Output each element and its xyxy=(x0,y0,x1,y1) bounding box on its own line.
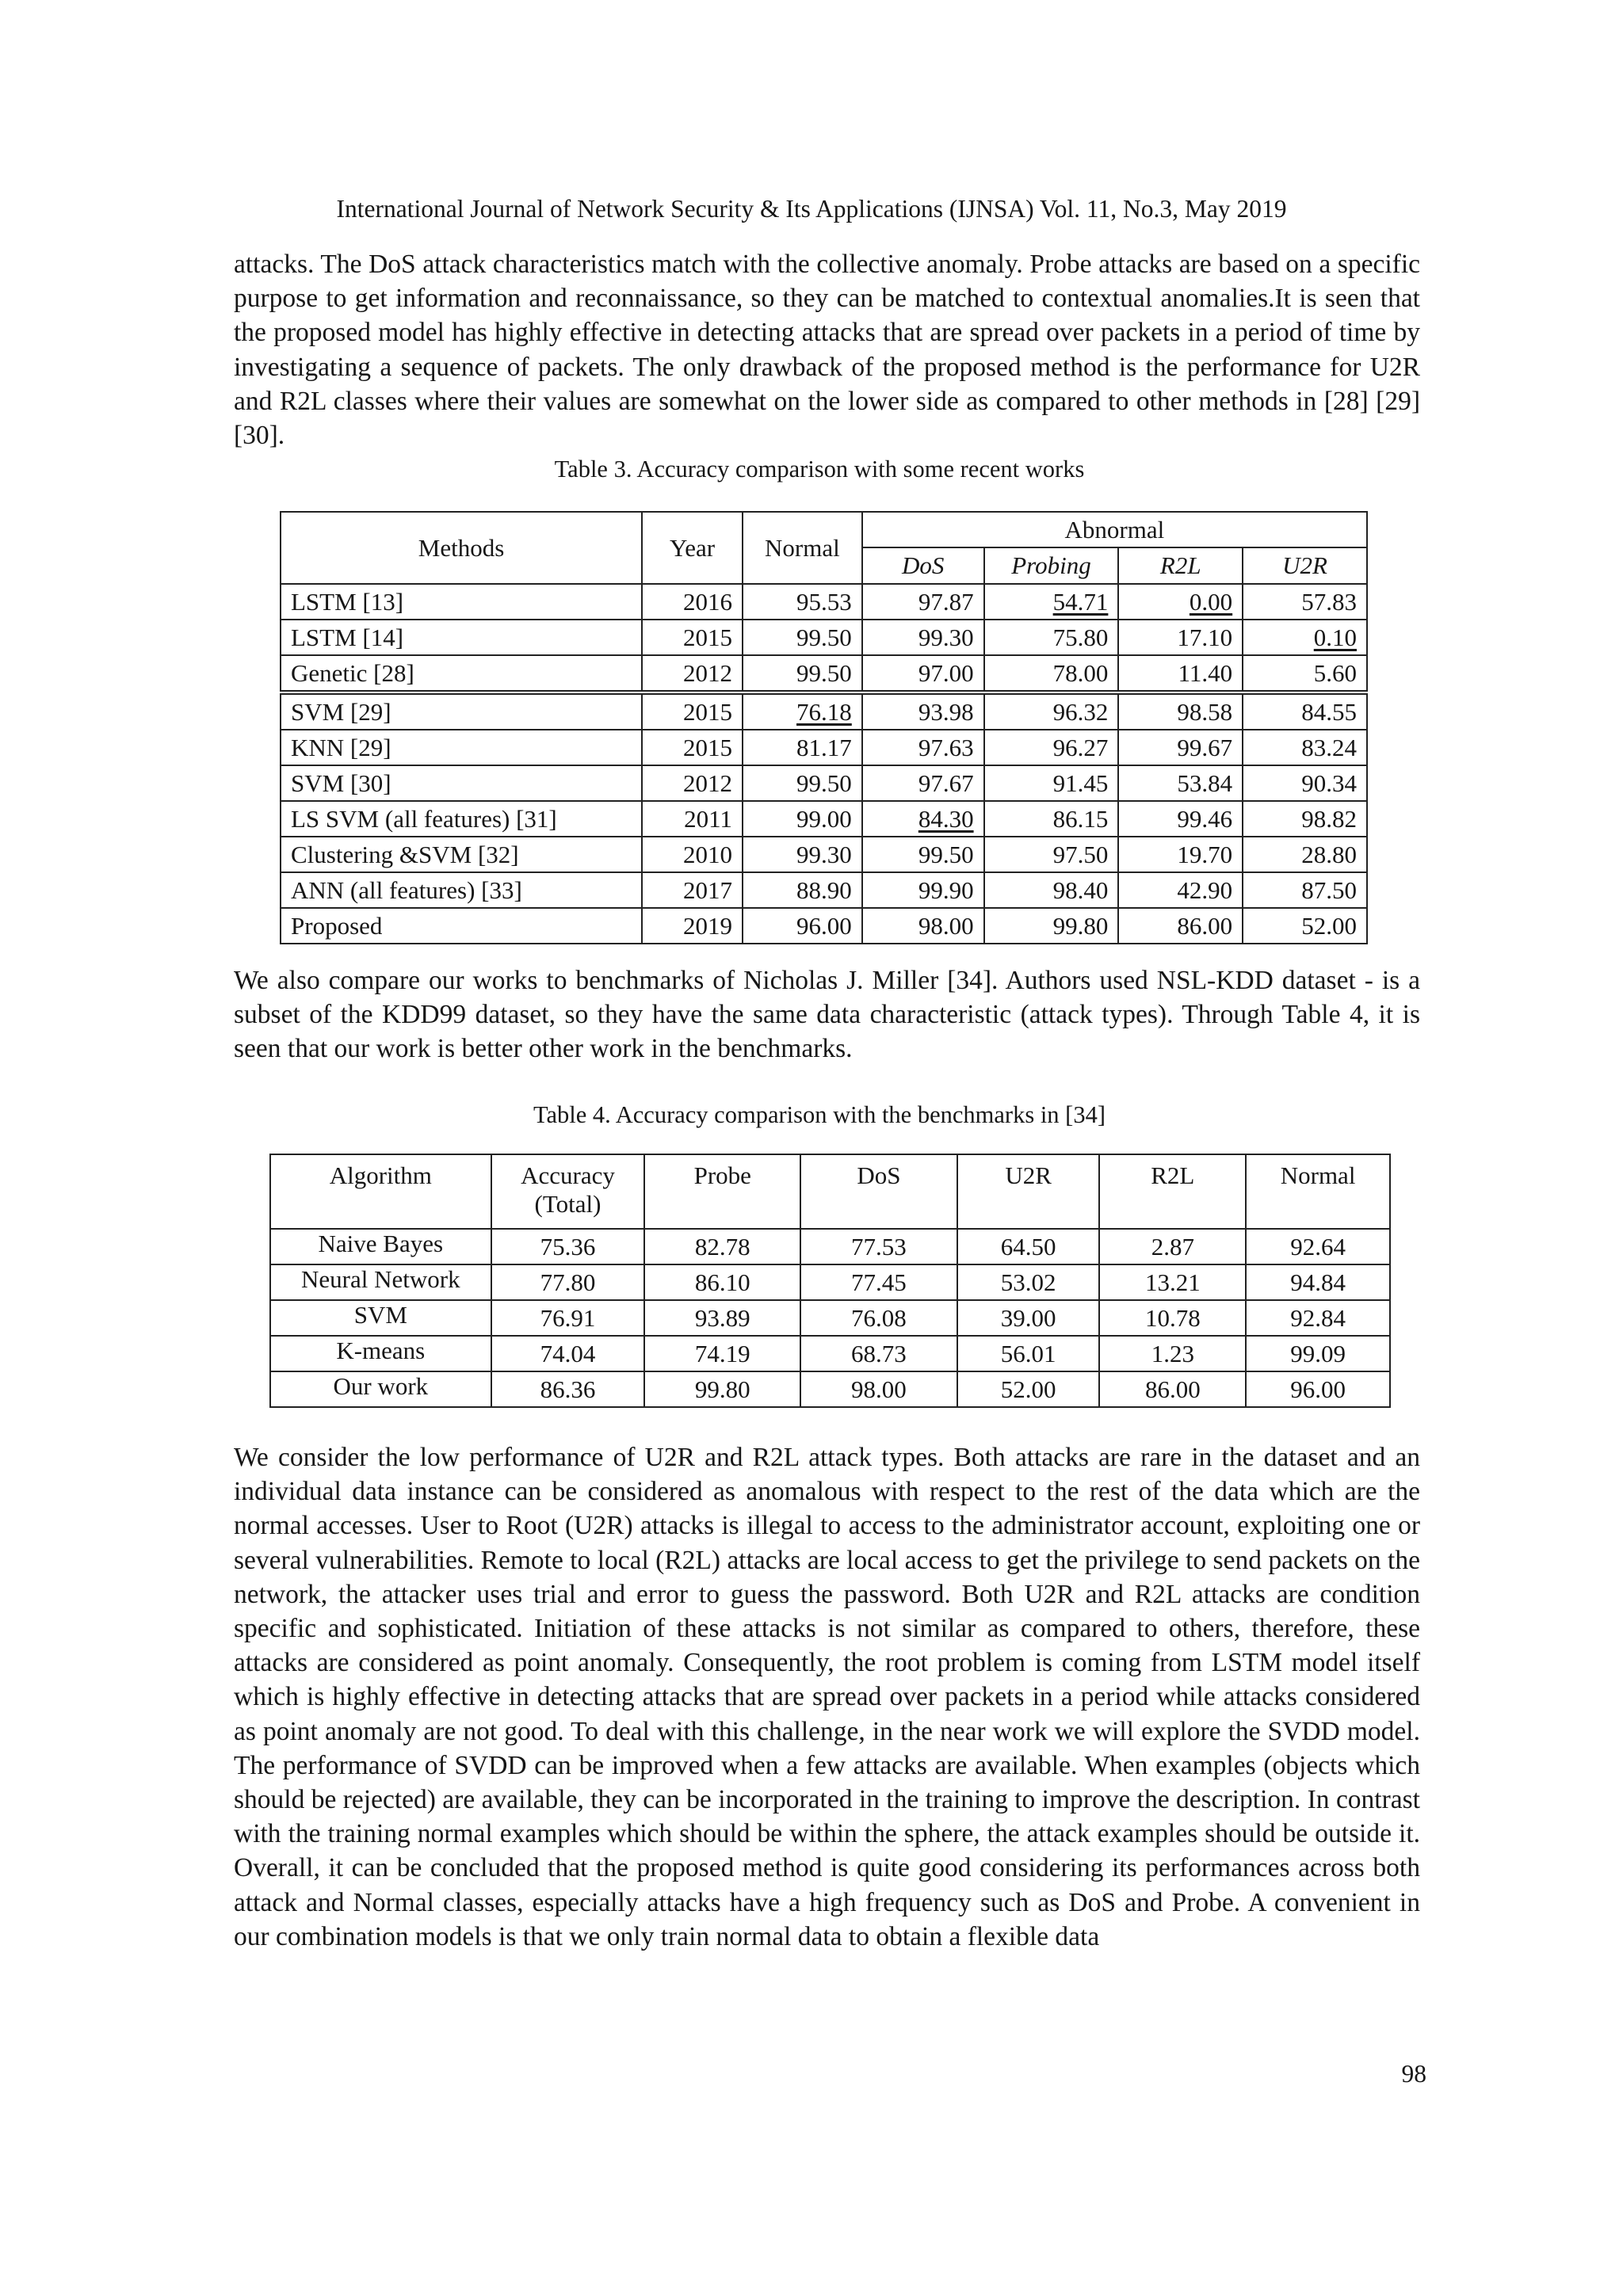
table-row xyxy=(270,1371,1390,1407)
table-cell: ANN (all features) [33] xyxy=(281,872,642,908)
table-cell: 99.67 xyxy=(1118,730,1243,765)
col-header-dos: DoS xyxy=(862,547,984,584)
table-cell: 64.50 xyxy=(957,1229,1100,1264)
table-cell: 82.78 xyxy=(644,1229,800,1264)
table-cell: KNN [29] xyxy=(281,730,642,765)
paragraph-2: We also compare our works to benchmarks of Nicholas J. Miller [34]. Authors used NSL-KDD dataset - is a subset of the KDD99 dataset, so they have the same data characteristic (attack types). Through Table 4, it is seen that our work is better other work in the benchmarks. xyxy=(234,966,1420,1064)
table-cell: 1.23 xyxy=(1099,1336,1246,1371)
table-4-caption: Table 4. Accuracy comparison with the benchmarks in [34] xyxy=(533,1101,1106,1128)
table-cell: 86.10 xyxy=(644,1264,800,1300)
underlined-value: 76.18 xyxy=(796,697,852,726)
table-cell: 77.45 xyxy=(800,1264,957,1300)
table-cell: 98.82 xyxy=(1243,801,1367,837)
table-cell: 83.24 xyxy=(1243,730,1367,765)
col-header-u2r: U2R xyxy=(957,1154,1100,1229)
table-cell: SVM [29] xyxy=(281,692,642,730)
table-cell: 99.00 xyxy=(743,801,862,837)
table-cell: 75.80 xyxy=(984,620,1119,655)
table-cell: 11.40 xyxy=(1118,655,1243,692)
table-cell: 99.80 xyxy=(984,908,1119,944)
table-cell: 98.00 xyxy=(862,908,984,944)
col-header-accuracy xyxy=(491,1154,645,1229)
table-3-caption: Table 3. Accuracy comparison with some recent works xyxy=(554,456,1085,482)
table-cell: 93.89 xyxy=(644,1300,800,1336)
table-row xyxy=(281,765,1367,801)
table-cell: 76.08 xyxy=(800,1300,957,1336)
table-cell: 56.01 xyxy=(957,1336,1100,1371)
table-cell: Neural Network xyxy=(270,1264,491,1300)
table-cell: 97.87 xyxy=(862,584,984,620)
table-cell: 39.00 xyxy=(957,1300,1100,1336)
table-cell: 92.64 xyxy=(1246,1229,1390,1264)
table-cell xyxy=(1118,584,1243,620)
table-cell: 99.50 xyxy=(743,655,862,692)
col-header-probing: Probing xyxy=(984,547,1119,584)
table-cell: 86.00 xyxy=(1099,1371,1246,1407)
table-cell: 97.63 xyxy=(862,730,984,765)
table-cell: Clustering &SVM [32] xyxy=(281,837,642,872)
table-row xyxy=(281,730,1367,765)
table-row xyxy=(270,1264,1390,1300)
table-row xyxy=(281,872,1367,908)
table-cell: Naive Bayes xyxy=(270,1229,491,1264)
table-row xyxy=(270,1229,1390,1264)
underlined-value: 54.71 xyxy=(1052,587,1109,616)
table-cell xyxy=(984,584,1119,620)
table-row xyxy=(281,655,1367,692)
table-cell: 91.45 xyxy=(984,765,1119,801)
table-cell: 98.58 xyxy=(1118,692,1243,730)
table-row xyxy=(270,1336,1390,1371)
table-cell: 2017 xyxy=(642,872,743,908)
table-cell: 74.04 xyxy=(491,1336,645,1371)
underlined-value: 0.10 xyxy=(1313,623,1357,651)
col-header-r2l: R2L xyxy=(1099,1154,1246,1229)
table-cell: 10.78 xyxy=(1099,1300,1246,1336)
table-cell: 97.00 xyxy=(862,655,984,692)
table-cell: 53.84 xyxy=(1118,765,1243,801)
table-cell: 78.00 xyxy=(984,655,1119,692)
table-cell: 99.80 xyxy=(644,1371,800,1407)
table-cell: 99.50 xyxy=(862,837,984,872)
table-cell: 94.84 xyxy=(1246,1264,1390,1300)
table-cell: 86.15 xyxy=(984,801,1119,837)
table-cell: 13.21 xyxy=(1099,1264,1246,1300)
table-cell: 96.32 xyxy=(984,692,1119,730)
table-cell xyxy=(743,692,862,730)
table-row xyxy=(281,801,1367,837)
table-cell: 96.27 xyxy=(984,730,1119,765)
col-header-r2l: R2L xyxy=(1118,547,1243,584)
table-row xyxy=(270,1300,1390,1336)
table-cell: 2019 xyxy=(642,908,743,944)
table-cell: 99.30 xyxy=(862,620,984,655)
table-4 xyxy=(269,1154,1391,1408)
table-cell: 88.90 xyxy=(743,872,862,908)
col-header-abnormal: Abnormal xyxy=(862,512,1367,547)
table-cell: 98.40 xyxy=(984,872,1119,908)
table-cell xyxy=(1243,620,1367,655)
table-cell: 53.02 xyxy=(957,1264,1100,1300)
col-header-algorithm: Algorithm xyxy=(270,1154,491,1229)
table-cell: LS SVM (all features) [31] xyxy=(281,801,642,837)
table-row xyxy=(281,620,1367,655)
table-cell: 84.55 xyxy=(1243,692,1367,730)
table-cell: 99.50 xyxy=(743,765,862,801)
table-cell: 76.91 xyxy=(491,1300,645,1336)
table-cell: 95.53 xyxy=(743,584,862,620)
table-cell: 2012 xyxy=(642,765,743,801)
table-cell: 42.90 xyxy=(1118,872,1243,908)
table-cell: 92.84 xyxy=(1246,1300,1390,1336)
table-cell: 2015 xyxy=(642,620,743,655)
table-cell: 17.10 xyxy=(1118,620,1243,655)
table-cell xyxy=(862,801,984,837)
col-header-normal: Normal xyxy=(1246,1154,1390,1229)
table-cell: 86.00 xyxy=(1118,908,1243,944)
table-row xyxy=(281,837,1367,872)
col-header-year: Year xyxy=(642,512,743,584)
table-cell: 77.53 xyxy=(800,1229,957,1264)
table-cell: Genetic [28] xyxy=(281,655,642,692)
table-cell: 86.36 xyxy=(491,1371,645,1407)
paragraph-1: attacks. The DoS attack characteristics match with the collective anomaly. Probe attacks are based on a specific purpose to get information and reconnaissance, so they can be matched to contextual anomalies.It is seen that the proposed model has highly effective in detecting attacks that are spread over packets in a period of time by investigating a sequence of packets. The only drawback of the proposed method is the performance for U2R and R2L classes where their values are somewhat on the lower side as compared to other methods in [28] [29] [30]. xyxy=(234,250,1420,451)
table-cell: 99.30 xyxy=(743,837,862,872)
table-cell: 52.00 xyxy=(957,1371,1100,1407)
table-cell: 52.00 xyxy=(1243,908,1367,944)
table-cell: 2015 xyxy=(642,730,743,765)
table-cell: 2015 xyxy=(642,692,743,730)
table-cell: 68.73 xyxy=(800,1336,957,1371)
underlined-value: 0.00 xyxy=(1189,587,1233,616)
table-cell: 99.46 xyxy=(1118,801,1243,837)
table-cell: 96.00 xyxy=(743,908,862,944)
table-cell: 57.83 xyxy=(1243,584,1367,620)
table-cell: 97.50 xyxy=(984,837,1119,872)
table-cell: LSTM [13] xyxy=(281,584,642,620)
table-cell: 2.87 xyxy=(1099,1229,1246,1264)
table-cell: Proposed xyxy=(281,908,642,944)
underlined-value: 84.30 xyxy=(918,804,974,833)
accuracy-label: Accuracy xyxy=(521,1161,615,1189)
page-number: 98 xyxy=(1401,2060,1426,2088)
table-cell: 99.50 xyxy=(743,620,862,655)
table-3 xyxy=(280,511,1368,944)
col-header-methods: Methods xyxy=(281,512,642,584)
table-cell: 2016 xyxy=(642,584,743,620)
table-cell: 19.70 xyxy=(1118,837,1243,872)
table-cell: 93.98 xyxy=(862,692,984,730)
table-cell: 5.60 xyxy=(1243,655,1367,692)
table-cell: 99.90 xyxy=(862,872,984,908)
table-cell: 96.00 xyxy=(1246,1371,1390,1407)
running-header: International Journal of Network Security & Its Applications (IJNSA) Vol. 11, No.3, May 2019 xyxy=(336,195,1287,223)
table-cell: SVM [30] xyxy=(281,765,642,801)
table-cell: SVM xyxy=(270,1300,491,1336)
col-header-dos: DoS xyxy=(800,1154,957,1229)
table-cell: 2011 xyxy=(642,801,743,837)
table-row xyxy=(281,692,1367,730)
table-row xyxy=(281,584,1367,620)
col-header-u2r: U2R xyxy=(1243,547,1367,584)
accuracy-total-label: (Total) xyxy=(534,1190,601,1218)
table-cell: 2010 xyxy=(642,837,743,872)
table-cell: 90.34 xyxy=(1243,765,1367,801)
table-cell: 98.00 xyxy=(800,1371,957,1407)
table-cell: LSTM [14] xyxy=(281,620,642,655)
table-cell: 99.09 xyxy=(1246,1336,1390,1371)
paragraph-3: We consider the low performance of U2R and R2L attack types. Both attacks are rare in the dataset and an individual data instance can be considered as anomalous with respect to the rest of the data which are the normal accesses. User to Root (U2R) attacks is illegal to access to the administrator account, exploiting one or several vulnerabilities. Remote to local (R2L) attacks are local access to get the privilege to send packets on the network, the attacker uses trial and error to guess the password. Both U2R and R2L attacks are condition specific and sophisticated. Initiation of these attacks is not similar as compared to others, therefore, these attacks are considered as point anomaly. Consequently, the root problem is coming from LSTM model itself which is highly effective in detecting attacks that are spread over packets in a period while attacks considered as point anomaly are not good. To deal with this challenge, in the near work we will explore the SVDD model. The performance of SVDD can be improved when a few attacks are available. When examples (objects which should be rejected) are available, they can be incorporated in the training to improve the description. In contrast with the training normal examples which should be within the sphere, the attack examples should be outside it. Overall, it can be concluded that the proposed method is quite good considering its performances across both attack and Normal classes, especially attacks have a high frequency such as DoS and Probe. A convenient in our combination models is that we only train normal data to obtain a flexible data xyxy=(234,1443,1420,1951)
table-cell: 97.67 xyxy=(862,765,984,801)
table-cell: 74.19 xyxy=(644,1336,800,1371)
col-header-probe: Probe xyxy=(644,1154,800,1229)
col-header-normal: Normal xyxy=(743,512,862,584)
table-cell: 87.50 xyxy=(1243,872,1367,908)
table-cell: 77.80 xyxy=(491,1264,645,1300)
table-cell: 2012 xyxy=(642,655,743,692)
table-cell: 81.17 xyxy=(743,730,862,765)
table-cell: K-means xyxy=(270,1336,491,1371)
table-cell: 75.36 xyxy=(491,1229,645,1264)
table-row xyxy=(281,908,1367,944)
table-cell: 28.80 xyxy=(1243,837,1367,872)
table-cell: Our work xyxy=(270,1371,491,1407)
